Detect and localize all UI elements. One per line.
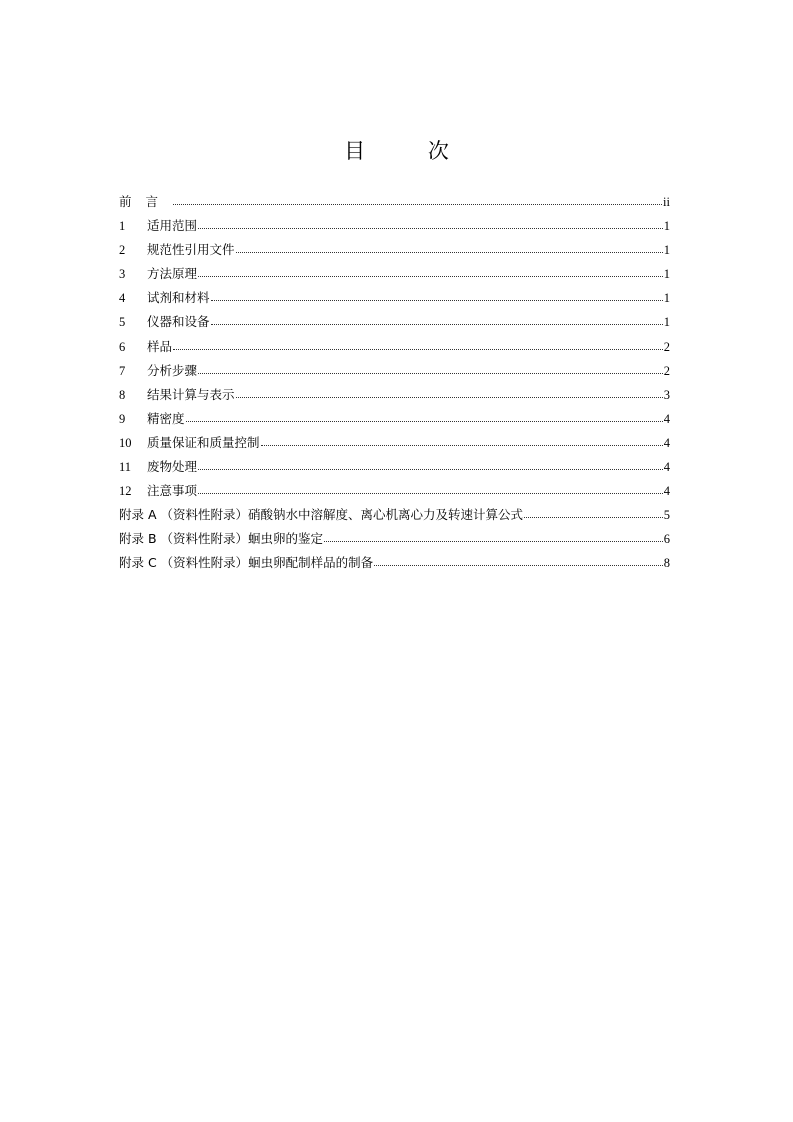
toc-entry-label: 仪器和设备: [147, 314, 210, 330]
toc-entry-number: 7: [119, 363, 126, 378]
toc-entry-label: 样品: [147, 338, 173, 354]
toc-entry-number: 9: [119, 411, 126, 426]
toc-entry-3[interactable]: [119, 264, 670, 288]
toc-entry-appendix-a[interactable]: [119, 505, 670, 529]
table-of-contents: [119, 192, 670, 578]
toc-entry-page: ii: [663, 195, 670, 209]
toc-entry-label: 适用范围: [147, 218, 198, 234]
toc-entry-label: 精密度: [147, 410, 185, 426]
toc-entry-number: 12: [119, 484, 132, 499]
toc-entry-page: 8: [663, 556, 670, 571]
toc-entry-appendix-b[interactable]: [119, 529, 670, 553]
toc-entry-page: 5: [663, 508, 670, 523]
toc-entry-label: 附录 C （资料性附录）蛔虫卵配制样品的制备: [119, 555, 374, 571]
toc-entry-page: 2: [663, 363, 670, 378]
toc-entry-5[interactable]: [119, 312, 670, 336]
toc-entry-label: 前言: [119, 194, 173, 209]
toc-dot-leader: [198, 457, 663, 470]
toc-entry-appendix-c[interactable]: [119, 553, 670, 577]
toc-entry-1[interactable]: [119, 216, 670, 240]
toc-entry-page: 4: [663, 435, 670, 450]
toc-entry-page: 2: [663, 339, 670, 354]
toc-entry-label: 质量保证和质量控制: [147, 434, 260, 450]
toc-entry-page: 1: [663, 291, 670, 306]
toc-entry-number: 8: [119, 387, 126, 402]
toc-entry-page: 1: [663, 315, 670, 330]
toc-entry-page: 4: [663, 484, 670, 499]
toc-entry-label: 附录 A （资料性附录）硝酸钠水中溶解度、离心机离心力及转速计算公式: [119, 507, 523, 523]
toc-dot-leader: [211, 288, 663, 301]
toc-entry-label: 结果计算与表示: [147, 386, 235, 402]
page-title: 目 次: [344, 139, 477, 163]
toc-entry-number: 10: [119, 435, 132, 450]
toc-dot-leader: [211, 312, 663, 325]
toc-entry-number: 6: [119, 339, 126, 354]
toc-entry-page: 1: [663, 219, 670, 234]
toc-entry-7[interactable]: [119, 361, 670, 385]
toc-entry-label: 方法原理: [147, 266, 198, 282]
toc-dot-leader: [173, 192, 662, 205]
toc-entry-number: 3: [119, 267, 126, 282]
toc-entry-11[interactable]: [119, 457, 670, 481]
toc-entry-8[interactable]: [119, 385, 670, 409]
toc-dot-leader: [198, 361, 663, 374]
toc-entry-page: 1: [663, 267, 670, 282]
toc-entry-4[interactable]: [119, 288, 670, 312]
toc-dot-leader: [198, 481, 663, 494]
toc-entry-preface[interactable]: [119, 192, 670, 216]
toc-dot-leader: [261, 433, 663, 446]
toc-dot-leader: [374, 553, 663, 566]
toc-entry-number: 2: [119, 243, 126, 258]
toc-entry-label: 废物处理: [147, 459, 198, 475]
toc-entry-page: 4: [663, 411, 670, 426]
toc-entry-label: 分析步骤: [147, 362, 198, 378]
toc-dot-leader: [524, 505, 663, 518]
toc-entry-2[interactable]: [119, 240, 670, 264]
toc-entry-label: 规范性引用文件: [147, 242, 235, 258]
toc-entry-label: 注意事项: [147, 483, 198, 499]
toc-entry-label: 附录 B （资料性附录）蛔虫卵的鉴定: [119, 531, 324, 547]
toc-dot-leader: [198, 216, 663, 229]
toc-entry-number: 11: [119, 460, 132, 475]
toc-entry-label: 试剂和材料: [147, 290, 210, 306]
toc-entry-number: 1: [119, 219, 126, 234]
toc-entry-number: 4: [119, 291, 126, 306]
toc-entry-10[interactable]: [119, 433, 670, 457]
toc-dot-leader: [173, 337, 663, 350]
toc-dot-leader: [236, 240, 663, 253]
toc-entry-6[interactable]: [119, 337, 670, 361]
toc-entry-page: 3: [663, 387, 670, 402]
toc-dot-leader: [324, 529, 663, 542]
toc-entry-page: 1: [663, 243, 670, 258]
toc-dot-leader: [198, 264, 663, 277]
toc-entry-number: 5: [119, 315, 126, 330]
toc-entry-page: 6: [663, 532, 670, 547]
toc-dot-leader: [186, 409, 663, 422]
toc-entry-page: 4: [663, 460, 670, 475]
toc-entry-9[interactable]: [119, 409, 670, 433]
toc-entry-12[interactable]: [119, 481, 670, 505]
toc-dot-leader: [236, 385, 663, 398]
